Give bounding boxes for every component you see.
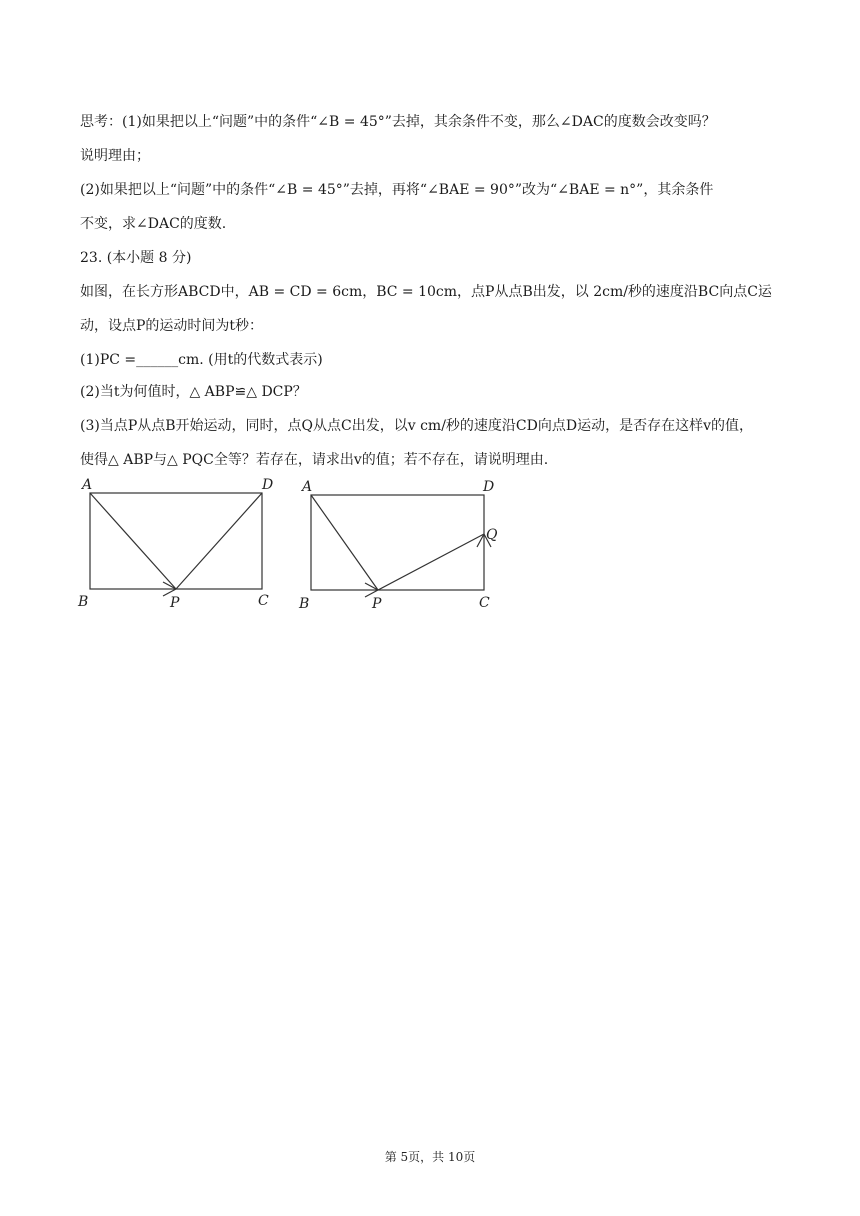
label-a: A: [82, 477, 93, 493]
label-b: B: [78, 594, 89, 610]
label-b: B: [299, 596, 310, 612]
text-line-6: 如图，在长方形ABCD中，AB = CD = 6cm，BC = 10cm，点P从点B出发，以 2cm/秒的速度沿BC向点C运: [80, 284, 772, 300]
label-d: D: [483, 479, 495, 495]
label-q: Q: [486, 527, 498, 543]
sub-question-1: (1)PC =______cm. (用t的代数式表示): [80, 352, 323, 368]
sub-question-2: (2)当t为何值时，△ ABP≌△ DCP？: [80, 384, 307, 400]
label-a: A: [302, 479, 313, 495]
label-d: D: [262, 477, 274, 493]
segment-ap: [311, 495, 378, 590]
sub-question-3: (3)当点P从点B开始运动，同时，点Q从点C出发，以v cm/秒的速度沿CD向点D运动，是否存在这样v的值，: [80, 418, 753, 434]
label-p: P: [372, 596, 382, 612]
rectangle-abcd: [311, 495, 484, 590]
segment-pq: [378, 534, 484, 590]
text-line-7: 动，设点P的运动时间为t秒：: [80, 318, 264, 334]
page-footer: 第 5页，共 10页: [384, 1150, 476, 1164]
label-p: P: [170, 595, 180, 611]
text-line-1: 思考：(1)如果把以上“问题”中的条件“∠B = 45°”去掉，其余条件不变，那么∠DAC的度数会改变吗？: [80, 114, 716, 130]
label-c: C: [479, 595, 490, 611]
text-line-2: 说明理由；: [80, 148, 150, 164]
question-header: 23. (本小题 8 分): [80, 250, 192, 266]
label-c: C: [258, 593, 269, 609]
text-line-3: (2)如果把以上“问题”中的条件“∠B = 45°”去掉，再将“∠BAE = 90°”改为“∠BAE = n°”，其余条件: [80, 182, 714, 198]
text-line-11: 使得△ ABP与△ PQC全等？若存在，请求出v的值；若不存在，请说明理由.: [80, 452, 549, 468]
text-line-4: 不变，求∠DAC的度数.: [80, 216, 227, 232]
